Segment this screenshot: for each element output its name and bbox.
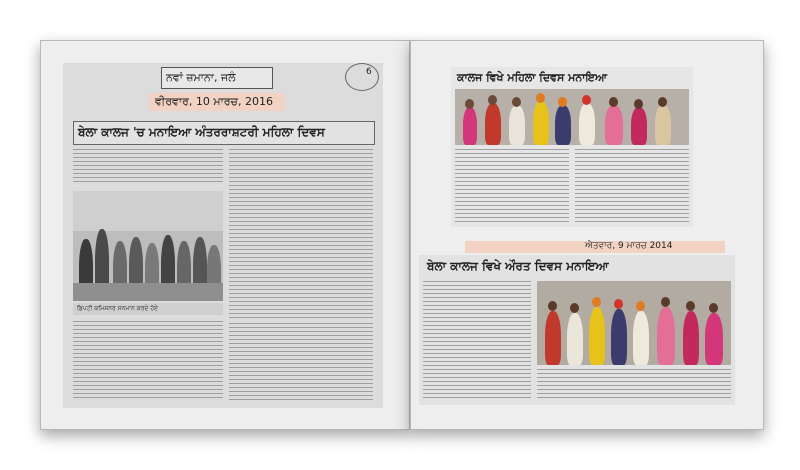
- group-photo: [73, 191, 223, 301]
- top-headline-box: [455, 69, 689, 87]
- bottom-text-left: [423, 281, 531, 401]
- masthead: [161, 67, 273, 89]
- bottom-headline-box: [423, 257, 731, 277]
- right-top-newspaper: [451, 67, 693, 227]
- bottom-group-photo: [537, 281, 731, 365]
- right-bottom-newspaper: [419, 255, 735, 405]
- bottom-text-under-photo: [537, 369, 731, 401]
- text-block-bottom-right: [229, 323, 373, 401]
- date-strip: [149, 93, 285, 111]
- date-text: ਵੀਰਵਾਰ, 10 ਮਾਰਚ, 2016: [155, 95, 273, 108]
- top-text-right: [575, 149, 689, 223]
- photo-caption: ਡਿਪਟੀ ਕਮਿਸ਼ਨਰ ਸਨਮਾਨ ਕਰਦੇ ਹੋਏ: [77, 305, 159, 312]
- masthead-text: ਨਵਾਂ ਜ਼ਮਾਨਾ, ਜਲੰ: [166, 71, 236, 84]
- top-group-photo: [455, 89, 689, 145]
- top-text-left: [455, 149, 569, 223]
- corner-mark-text: 6: [366, 67, 372, 77]
- headline-box: [73, 121, 375, 145]
- left-clipping-frame: [40, 40, 410, 430]
- top-headline: ਕਾਲਜ ਵਿਖੇ ਮਹਿਲਾ ਦਿਵਸ ਮਨਾਇਆ: [457, 71, 607, 84]
- headline: ਬੇਲਾ ਕਾਲਜ 'ਚ ਮਨਾਇਆ ਅੰਤਰਰਾਸ਼ਟਰੀ ਮਹਿਲਾ ਦਿਵਸ: [78, 125, 325, 139]
- text-block-top-left: [73, 149, 223, 185]
- bottom-date-text: ਐਤਵਾਰ, 9 ਮਾਰਚ 2014: [585, 241, 673, 251]
- left-newspaper: [63, 63, 383, 408]
- text-block-right: [229, 149, 373, 319]
- photo-caption-box: [73, 303, 223, 315]
- corner-mark: [345, 63, 379, 91]
- bottom-headline: ਬੇਲਾ ਕਾਲਜ ਵਿਖੇ ਔਰਤ ਦਿਵਸ ਮਨਾਇਆ: [427, 259, 609, 273]
- right-clipping-frame: [410, 40, 764, 430]
- bottom-date-strip: [465, 241, 725, 253]
- text-block-bottom-left: [73, 321, 223, 401]
